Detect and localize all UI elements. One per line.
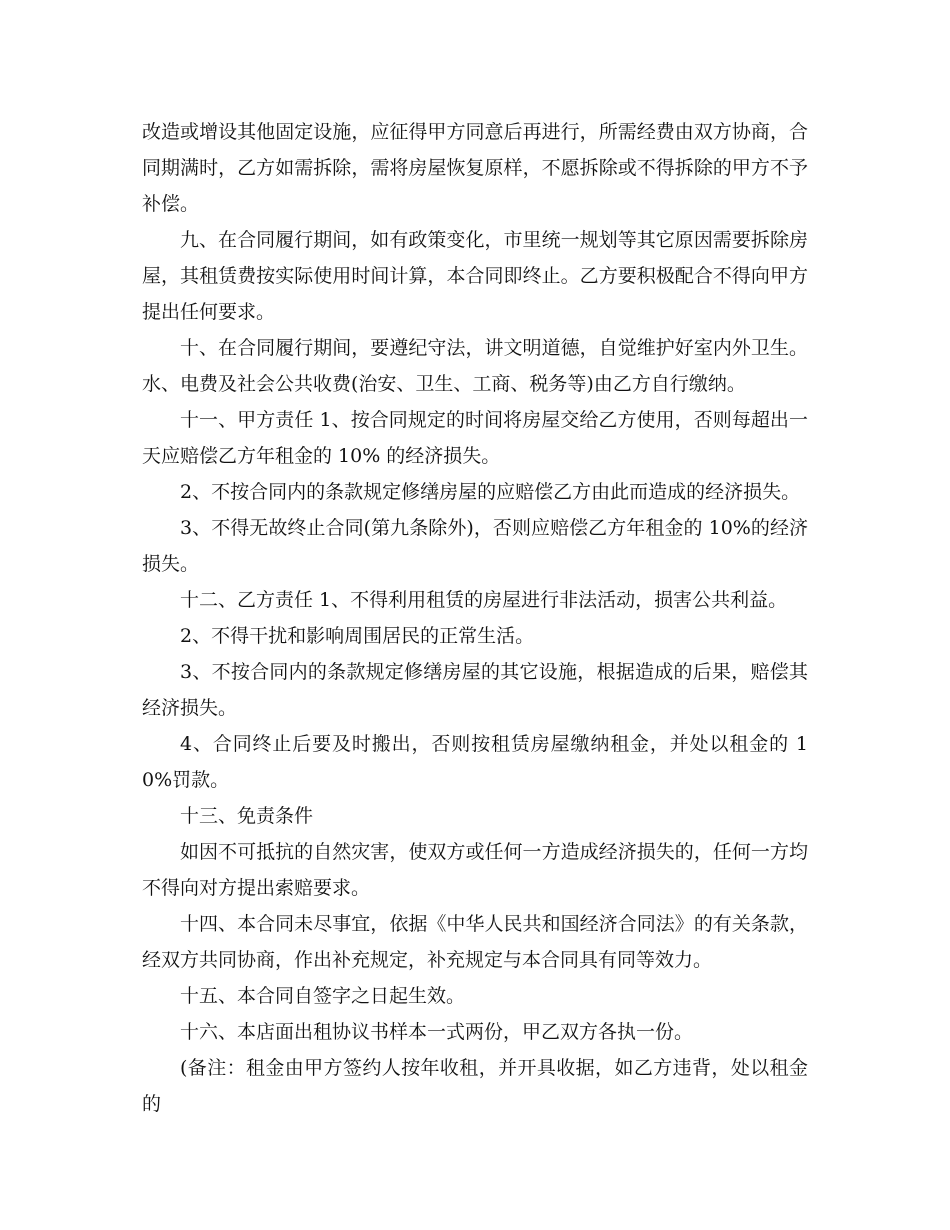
clause-11-item-3: 3、不得无故终止合同(第九条除外)，否则应赔偿乙方年租金的 10%的经济损失。: [142, 517, 808, 575]
clause-10-paragraph: 十、在合同履行期间，要遵纪守法，讲文明道德，自觉维护好室内外卫生。水、电费及社会公共收费(治安、卫生、工商、税务等)由乙方自行缴纳。: [142, 337, 808, 395]
clause-16-paragraph: 十六、本店面出租协议书样本一式两份，甲乙双方各执一份。: [180, 1021, 694, 1043]
clause-14-paragraph: 十四、本合同未尽事宜，依据《中华人民共和国经济合同法》的有关条款，经双方共同协商，作出补充规定，补充规定与本合同具有同等效力。: [142, 913, 808, 971]
remark-paragraph: (备注：租金由甲方签约人按年收租，并开具收据，如乙方违背，处以租金的: [142, 1057, 808, 1115]
clause-12-paragraph: 十二、乙方责任 1、不得利用租赁的房屋进行非法活动，损害公共利益。: [180, 589, 788, 611]
clause-13-paragraph: 如因不可抵抗的自然灾害，使双方或任何一方造成经济损失的，任何一方均不得向对方提出索赔要求。: [142, 841, 808, 899]
clause-12-item-2: 2、不得干扰和影响周围居民的正常生活。: [180, 625, 535, 647]
clause-9-paragraph: 九、在合同履行期间，如有政策变化，市里统一规划等其它原因需要拆除房屋，其租赁费按实际使用时间计算，本合同即终止。乙方要积极配合不得向甲方提出任何要求。: [142, 229, 808, 323]
document-body: [142, 114, 808, 1122]
clause-11-paragraph: 十一、甲方责任 1、按合同规定的时间将房屋交给乙方使用，否则每超出一天应赔偿乙方年租金的 10% 的经济损失。: [142, 409, 808, 467]
clause-13-heading: 十三、免责条件: [180, 805, 314, 827]
clause-11-item-2: 2、不按合同内的条款规定修缮房屋的应赔偿乙方由此而造成的经济损失。: [180, 481, 801, 503]
paragraph: 改造或增设其他固定设施，应征得甲方同意后再进行，所需经费由双方协商，合同期满时，乙方如需拆除，需将房屋恢复原样，不愿拆除或不得拆除的甲方不予补偿。: [142, 121, 808, 215]
clause-12-item-4: 4、合同终止后要及时搬出，否则按租赁房屋缴纳租金，并处以租金的 10%罚款。: [142, 733, 808, 791]
clause-15-paragraph: 十五、本合同自签字之日起生效。: [180, 985, 466, 1007]
clause-12-item-3: 3、不按合同内的条款规定修缮房屋的其它设施，根据造成的后果，赔偿其经济损失。: [142, 661, 808, 719]
